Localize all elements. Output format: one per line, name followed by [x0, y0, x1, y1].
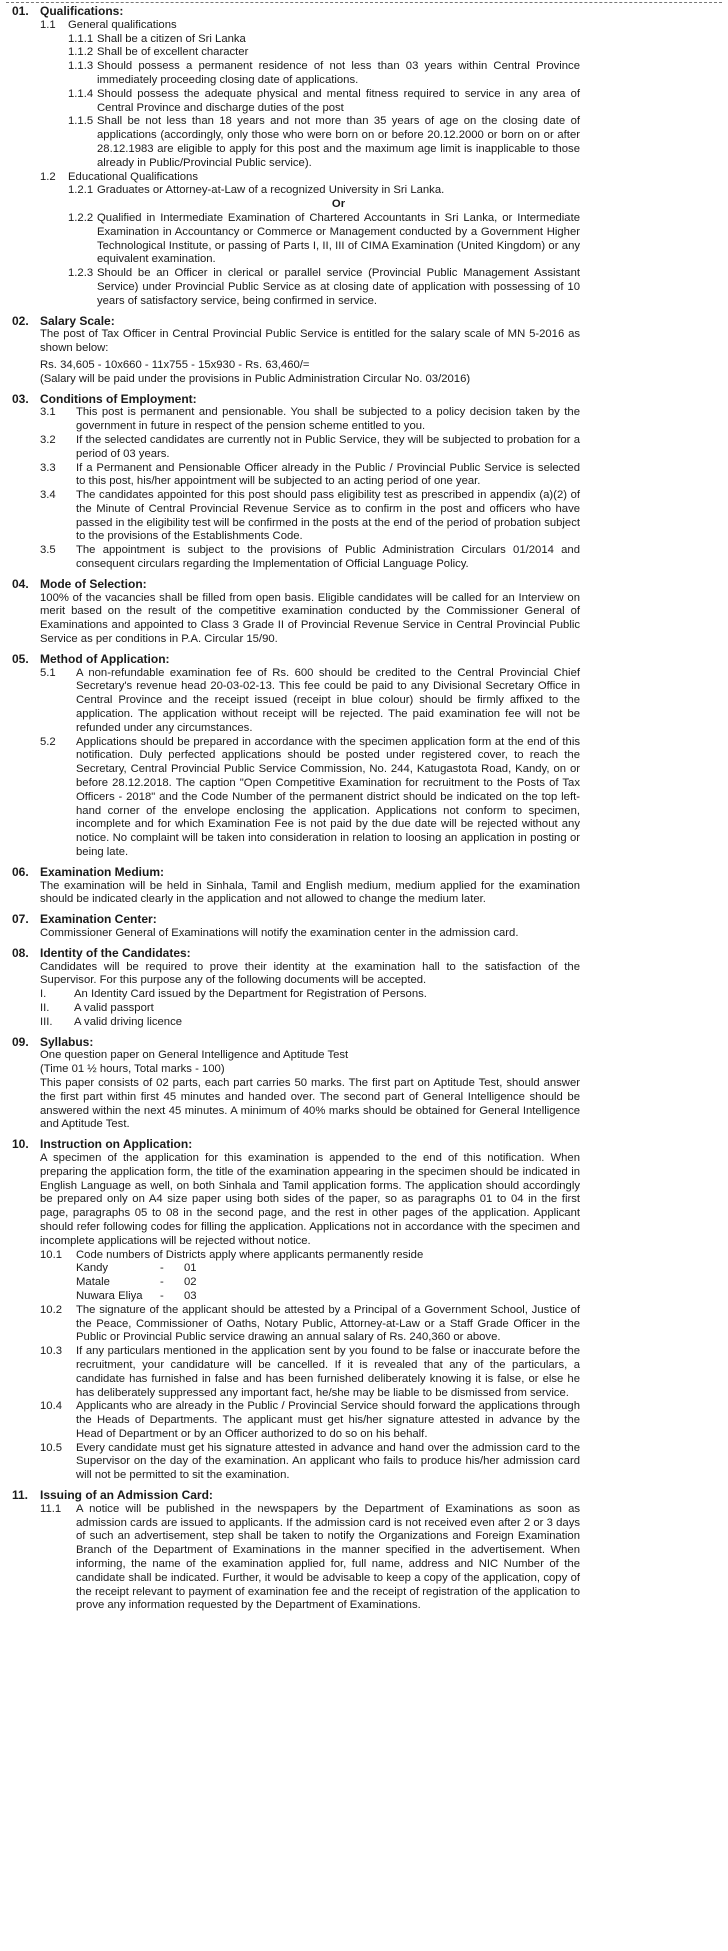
district-sep: -	[160, 1289, 164, 1302]
item-text: A valid passport	[74, 1001, 154, 1014]
section-heading	[12, 315, 580, 329]
district-code: 01	[184, 1262, 197, 1275]
paragraph: The post of Tax Officer in Central Provincial Public Service is entitled for the salary scale of MN 5-2016 as shown below:	[40, 328, 580, 355]
section-title: Qualifications:	[40, 4, 124, 18]
subsection-title: Educational Qualifications	[68, 170, 198, 183]
district-row	[76, 1290, 580, 1304]
section-heading	[12, 1138, 580, 1152]
section-mode-of-selection	[12, 578, 580, 647]
paragraph: 100% of the vacancies shall be filled from open basis. Eligible candidates will be called for an Interview on merit based on the result of the competitive examination conducted by the Commissioner General of Examinations and appointed to Class 3 Grade II of Provincial Revenue Service in Central Provincial Public Service as per conditions in P.A. Circular 15/90.	[40, 591, 580, 646]
section-conditions	[12, 393, 580, 572]
district-sep: -	[160, 1276, 164, 1289]
list-item	[12, 1345, 580, 1400]
section-body	[12, 328, 580, 386]
section-title: Syllabus:	[40, 1034, 94, 1049]
section-title: Issuing of an Admission Card:	[40, 1488, 213, 1503]
list-item	[12, 544, 580, 572]
section-number: 09.	[12, 1034, 29, 1049]
section-title: Examination Center:	[40, 912, 157, 927]
item-number: 1.1.2	[68, 46, 94, 59]
item-text: Every candidate must get his signature attested in advance and hand over the admission card to the Supervisor on the day of the examination. An applicant who fails to produce his/her admission card will not be permitted to sit the examination.	[76, 1441, 580, 1482]
item-text: A valid driving licence	[74, 1015, 183, 1028]
section-heading	[12, 653, 580, 667]
section-title: Salary Scale:	[40, 313, 115, 328]
item-number: 5.1	[40, 666, 56, 679]
section-heading	[12, 5, 580, 19]
item-text: Shall be not less than 18 years and not more than 35 years of age on the closing date of applications (accordingly, only those who were born on or before 20.12.2000 or born on or after 28.12.1983 are eligible to apply for this post and the maximum age limit is inapplicable to those already in Public/Provincial Public service).	[97, 115, 580, 169]
paragraph: The examination will be held in Sinhala, Tamil and English medium, medium applied for the examination should be indicated clearly in the application and not allowed to change the medium later.	[40, 879, 580, 906]
item-text: Should possess the adequate physical and mental fitness required to service in any area of Central Province and discharge duties of the post	[97, 87, 580, 114]
list-item	[12, 1304, 580, 1345]
item-text: Graduates or Attorney-at-Law of a recognized University in Sri Lanka.	[97, 184, 445, 197]
list-item	[12, 736, 580, 860]
list-item	[12, 60, 580, 88]
section-heading	[12, 1036, 580, 1050]
item-number: II.	[40, 1001, 50, 1014]
item-number: I.	[40, 988, 47, 1001]
section-heading	[12, 1489, 580, 1503]
section-title: Method of Application:	[40, 651, 170, 666]
section-number: 08.	[12, 945, 29, 960]
subsection-title: General qualifications	[68, 18, 177, 31]
item-number: 1.2.3	[68, 267, 94, 280]
item-text: If a Permanent and Pensionable Officer already in the Public / Provincial Public Service is selected to this post, his/her appointment will be subjected to an acting period of one year.	[76, 461, 580, 488]
section-examination-center	[12, 913, 580, 941]
item-number: 3.5	[40, 544, 56, 557]
item-text: If the selected candidates are currently not in Public Service, they will be subjected to probation for a period of 03 years.	[76, 433, 580, 460]
item-text: The candidates appointed for this post should pass eligibility test as prescribed in appendix (a)(2) of the Minute of Central Provincial Revenue Service as to confirm in the post and officers who have passed in the eligibility test will be confirmed in the posts at the end of the period of probation subject to the provisions of the Establishments Code.	[76, 489, 580, 543]
item-text: Should be an Officer in clerical or parallel service (Provincial Public Management Assistant Service) under Provincial Public Service as at closing date of application with possessing of 10 years of satisfactory service, being confirmed in service.	[97, 267, 580, 307]
district-sep: -	[160, 1262, 164, 1275]
list-item	[12, 115, 580, 170]
section-number: 11.	[12, 1488, 29, 1503]
subsection-number: 1.2	[40, 170, 56, 183]
item-number: 11.1	[40, 1502, 62, 1515]
item-number: 3.3	[40, 461, 56, 474]
item-text: This post is permanent and pensionable. You shall be subjected to a policy decision taken by the government in future in respect of the pension scheme entitled to you.	[76, 406, 580, 433]
item-number: 10.1	[40, 1248, 62, 1261]
item-text: A non-refundable examination fee of Rs. 600 should be credited to the Central Provincial Chief Secretary's revenue head 20-03-02-13. This fee could be paid to any Divisional Secretary Office in Central Province and the receipt issued (receipt in blue colour) should be firmly affixed to the application. The application without receipt will be rejected. The paid examination fee will not be refunded under any circumstances.	[76, 666, 580, 734]
section-title: Conditions of Employment:	[40, 391, 197, 406]
section-body	[12, 880, 580, 908]
item-number: 10.4	[40, 1400, 62, 1413]
section-identity	[12, 947, 580, 1030]
list-item	[12, 46, 580, 60]
item-number: 1.1.3	[68, 60, 94, 73]
list-item	[12, 267, 580, 308]
item-number: 1.2.2	[68, 211, 94, 224]
section-salary-scale	[12, 315, 580, 387]
section-body	[12, 1152, 580, 1249]
paragraph: Commissioner General of Examinations will notify the examination center in the admission card.	[40, 927, 519, 939]
list-item	[12, 489, 580, 544]
section-number: 04.	[12, 576, 29, 591]
list-item	[12, 88, 580, 116]
paragraph: This paper consists of 02 parts, each part carries 50 marks. The first part on Aptitude Test, should answer the first part within first 45 minutes and handed over. The second part of General Intelligence should be answered within the next 45 minutes. A minimum of 40% marks should be obtained for General Intelligence and Aptitude Test.	[40, 1076, 580, 1131]
list-item	[12, 406, 580, 434]
section-number: 07.	[12, 912, 29, 927]
item-text: A notice will be published in the newspapers by the Department of Examinations as soon as admission cards are issued to applicants. If the admission card is not received even after 2 or 3 days of such an advertisement, step shall be taken to notify the Organizations and Foreign Examination Branch of the Department of Examinations in the manner specified in the advertisement. When informing, the name of the examination applied for, full name, address and NIC Number of the candidate shall be indicated. Further, it would be advisable to keep a copy of the application, copy of the receipt relevant to payment of examination fee and the receipt of registration of the application to prove any information requested by the Department of Examinations.	[76, 1502, 580, 1612]
item-text: Applicants who are already in the Public / Provincial Service should forward the applications through the Heads of Departments. The applicant must get his/her signature attested in advance by the Head of Department or by an Officer authorized to do so on his behalf.	[76, 1400, 580, 1440]
district-name: Kandy	[76, 1262, 109, 1275]
section-qualifications	[12, 5, 580, 309]
list-item	[12, 1503, 580, 1613]
section-body	[12, 592, 580, 647]
subsection-number: 1.1	[40, 18, 56, 31]
district-codes	[12, 1262, 580, 1303]
section-number: 10.	[12, 1137, 29, 1152]
item-number: 1.1.5	[68, 115, 94, 128]
item-text: The signature of the applicant should be attested by a Principal of a Government School, Justice of the Peace, Commissioner of Oaths, Notary Public, Attorney-at-Law or a Staff Grade Officer in the Public or Provincial Public service drawing an annual salary of Rs. 240,360 or above.	[76, 1303, 580, 1344]
district-name: Matale	[76, 1276, 110, 1289]
district-row	[76, 1276, 580, 1290]
item-text: The appointment is subject to the provisions of Public Administration Circulars 01/2014 and consequent circulars regarding the Implementation of Official Language Policy.	[76, 544, 580, 571]
section-heading	[12, 913, 580, 927]
district-code: 03	[184, 1289, 197, 1302]
item-number: 1.1.4	[68, 87, 94, 100]
list-item	[12, 212, 580, 267]
section-syllabus	[12, 1036, 580, 1133]
district-code: 02	[184, 1276, 197, 1289]
section-body	[12, 927, 580, 941]
item-text: Applications should be prepared in accordance with the specimen application form at the end of this notification. Duly perfected applications should be posted under registered cover, to reach the Secretary, Central Provincial Public Service Commission, No. 244, Katugastota Road, Kandy, on or before 28.12.2018. The caption "Open Competitive Examination for recruitment to the Posts of Tax Officers - 2018" and the Code Number of the permanent district should be indicated on the top left-hand corner of the envelope enclosing the application. Applications not conform to specimen, incomplete and for which Examination Fee is not paid by the due date will be rejected without any notice. No complaint will be taken into consideration in relation to loosing an application in posting or being late.	[76, 735, 580, 859]
section-heading	[12, 578, 580, 592]
item-text: Should possess a permanent residence of not less than 03 years within Central Province immediately proceeding closing date of applications.	[97, 60, 580, 86]
item-text: Shall be a citizen of Sri Lanka	[97, 32, 246, 45]
list-item	[12, 462, 580, 490]
list-item	[12, 1400, 580, 1441]
subsection-heading	[12, 171, 580, 185]
top-dashed-rule	[6, 2, 722, 3]
section-title: Identity of the Candidates:	[40, 945, 191, 960]
section-title: Instruction on Application:	[40, 1137, 193, 1152]
section-number: 05.	[12, 651, 29, 666]
section-admission-card	[12, 1489, 580, 1613]
item-number: 10.3	[40, 1345, 62, 1358]
section-number: 02.	[12, 313, 29, 328]
item-number: 3.2	[40, 433, 56, 446]
item-number: 5.2	[40, 735, 56, 748]
section-title: Mode of Selection:	[40, 576, 147, 591]
district-name: Nuwara Eliya	[76, 1289, 143, 1302]
section-heading	[12, 393, 580, 407]
item-number: III.	[40, 1015, 53, 1028]
district-row	[76, 1262, 580, 1276]
subsection-heading	[12, 19, 580, 33]
list-item	[12, 988, 580, 1002]
section-examination-medium	[12, 866, 580, 907]
paragraph: Candidates will be required to prove their identity at the examination hall to the satisfaction of the Supervisor. For this purpose any of the following documents will be accepted.	[40, 960, 580, 987]
list-item	[12, 434, 580, 462]
section-title: Examination Medium:	[40, 864, 165, 879]
section-heading	[12, 866, 580, 880]
item-number: 1.2.1	[68, 184, 94, 197]
section-instruction-on-application	[12, 1138, 580, 1483]
list-item	[12, 33, 580, 47]
document-body	[12, 5, 580, 1613]
section-number: 03.	[12, 391, 29, 406]
section-number: 01.	[12, 4, 29, 18]
list-item	[12, 184, 580, 198]
section-body	[12, 961, 580, 989]
item-number: 10.2	[40, 1303, 62, 1316]
list-item	[12, 1016, 580, 1030]
item-number: 3.1	[40, 406, 56, 419]
item-text: An Identity Card issued by the Department for Registration of Persons.	[74, 988, 427, 1001]
item-text: If any particulars mentioned in the application sent by you found to be false or inaccurate before the recruitment, your candidature will be cancelled. If it is revealed that any of the particulars, a candidate has furnished in false and has been furnished deliberately knowing it is false, or else he has deliberately suppressed any important fact, he/she may be liable to be dismissed from service.	[76, 1345, 580, 1399]
item-number: 1.1.1	[68, 32, 94, 45]
section-heading	[12, 947, 580, 961]
item-text: Shall be of excellent character	[97, 46, 249, 59]
paragraph: (Time 01 ½ hours, Total marks - 100)	[40, 1063, 225, 1076]
paragraph: A specimen of the application for this examination is appended to the end of this notification. When preparing the application form, the title of the examination appearing in the specimen should be indicated in English Language as well, on both Sinhala and Tamil application forms. The application should accordingly be prepared only on A4 size paper using both sides of the paper, so as paragraphs 01 to 04 in the first page, paragraphs 05 to 08 in the second page, and the rest in other pages of the application. Applicant should refer following codes for filling the application. Applications not in accordance with the specimen and incomplete applications will be rejected without notice.	[40, 1151, 580, 1247]
or-separator: Or	[331, 198, 346, 211]
list-item	[12, 667, 580, 736]
paragraph: (Salary will be paid under the provisions in Public Administration Circular No. 03/2016)	[40, 372, 471, 385]
section-method-of-application	[12, 653, 580, 860]
list-item	[12, 1249, 580, 1263]
section-body	[12, 1049, 580, 1132]
paragraph: One question paper on General Intelligence and Aptitude Test	[40, 1049, 349, 1062]
item-text: Qualified in Intermediate Examination of Chartered Accountants in Sri Lanka, or Intermediate Examination in Accountancy or Commerce or Management conducted by a Government Higher Technological Institute, or passing of Parts I, II, III of CIMA Examination (United Kingdom) or any equivalent examination.	[97, 211, 580, 266]
item-number: 3.4	[40, 489, 56, 502]
item-text: Code numbers of Districts apply where applicants permanently reside	[76, 1248, 424, 1261]
section-number: 06.	[12, 864, 29, 879]
list-item	[12, 1002, 580, 1016]
salary-scale-line: Rs. 34,605 - 10x660 - 11x755 - 15x930 - Rs. 63,460/=	[40, 358, 310, 371]
item-number: 10.5	[40, 1441, 62, 1454]
list-item	[12, 1442, 580, 1483]
